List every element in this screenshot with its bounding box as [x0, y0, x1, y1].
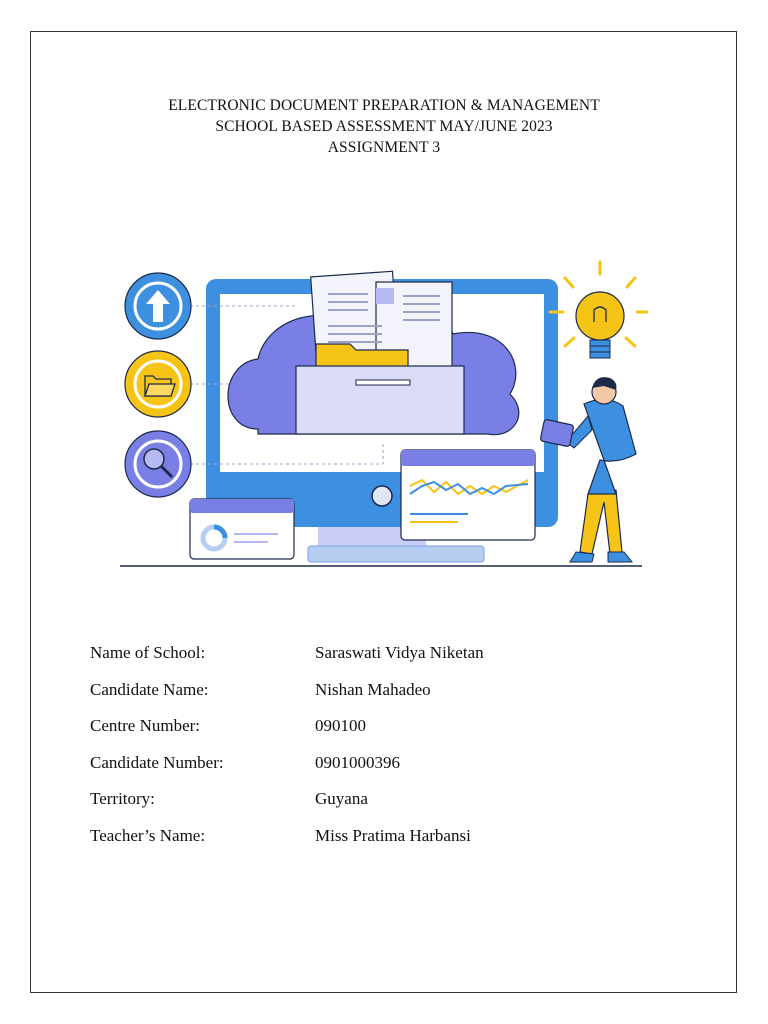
teacher-label: Teacher’s Name: — [90, 825, 206, 845]
territory-value: Guyana — [315, 789, 368, 808]
title-line-3: ASSIGNMENT 3 — [327, 139, 441, 156]
folder-icon — [125, 351, 191, 417]
lightbulb-icon — [550, 262, 648, 358]
school-label: Name of School: — [90, 643, 206, 662]
candidate-number-value: 0901000396 — [315, 752, 400, 772]
candidate-name-label: Candidate Name: — [90, 679, 209, 699]
upload-arrow-icon — [125, 273, 191, 339]
filing-drawer — [296, 366, 464, 434]
centre-number-label: Centre Number: — [90, 716, 200, 735]
progress-card — [190, 499, 294, 559]
candidate-number-label: Candidate Number: — [90, 752, 224, 772]
cover-illustration — [118, 254, 648, 574]
centre-number-value: 090100 — [315, 716, 366, 735]
teacher-value: Miss Pratima Harbansi — [315, 825, 471, 845]
school-value: Saraswati Vidya Niketan — [315, 643, 484, 662]
candidate-name-value: Nishan Mahadeo — [315, 679, 431, 699]
territory-label: Territory: — [90, 789, 155, 808]
search-icon — [125, 431, 191, 497]
document-title — [0, 95, 768, 158]
line-chart-card — [401, 450, 535, 540]
title-line-1: ELECTRONIC DOCUMENT PREPARATION & MANAGEMENT — [168, 97, 600, 114]
title-line-2: SCHOOL BASED ASSESSMENT MAY/JUNE 2023 — [215, 118, 553, 135]
